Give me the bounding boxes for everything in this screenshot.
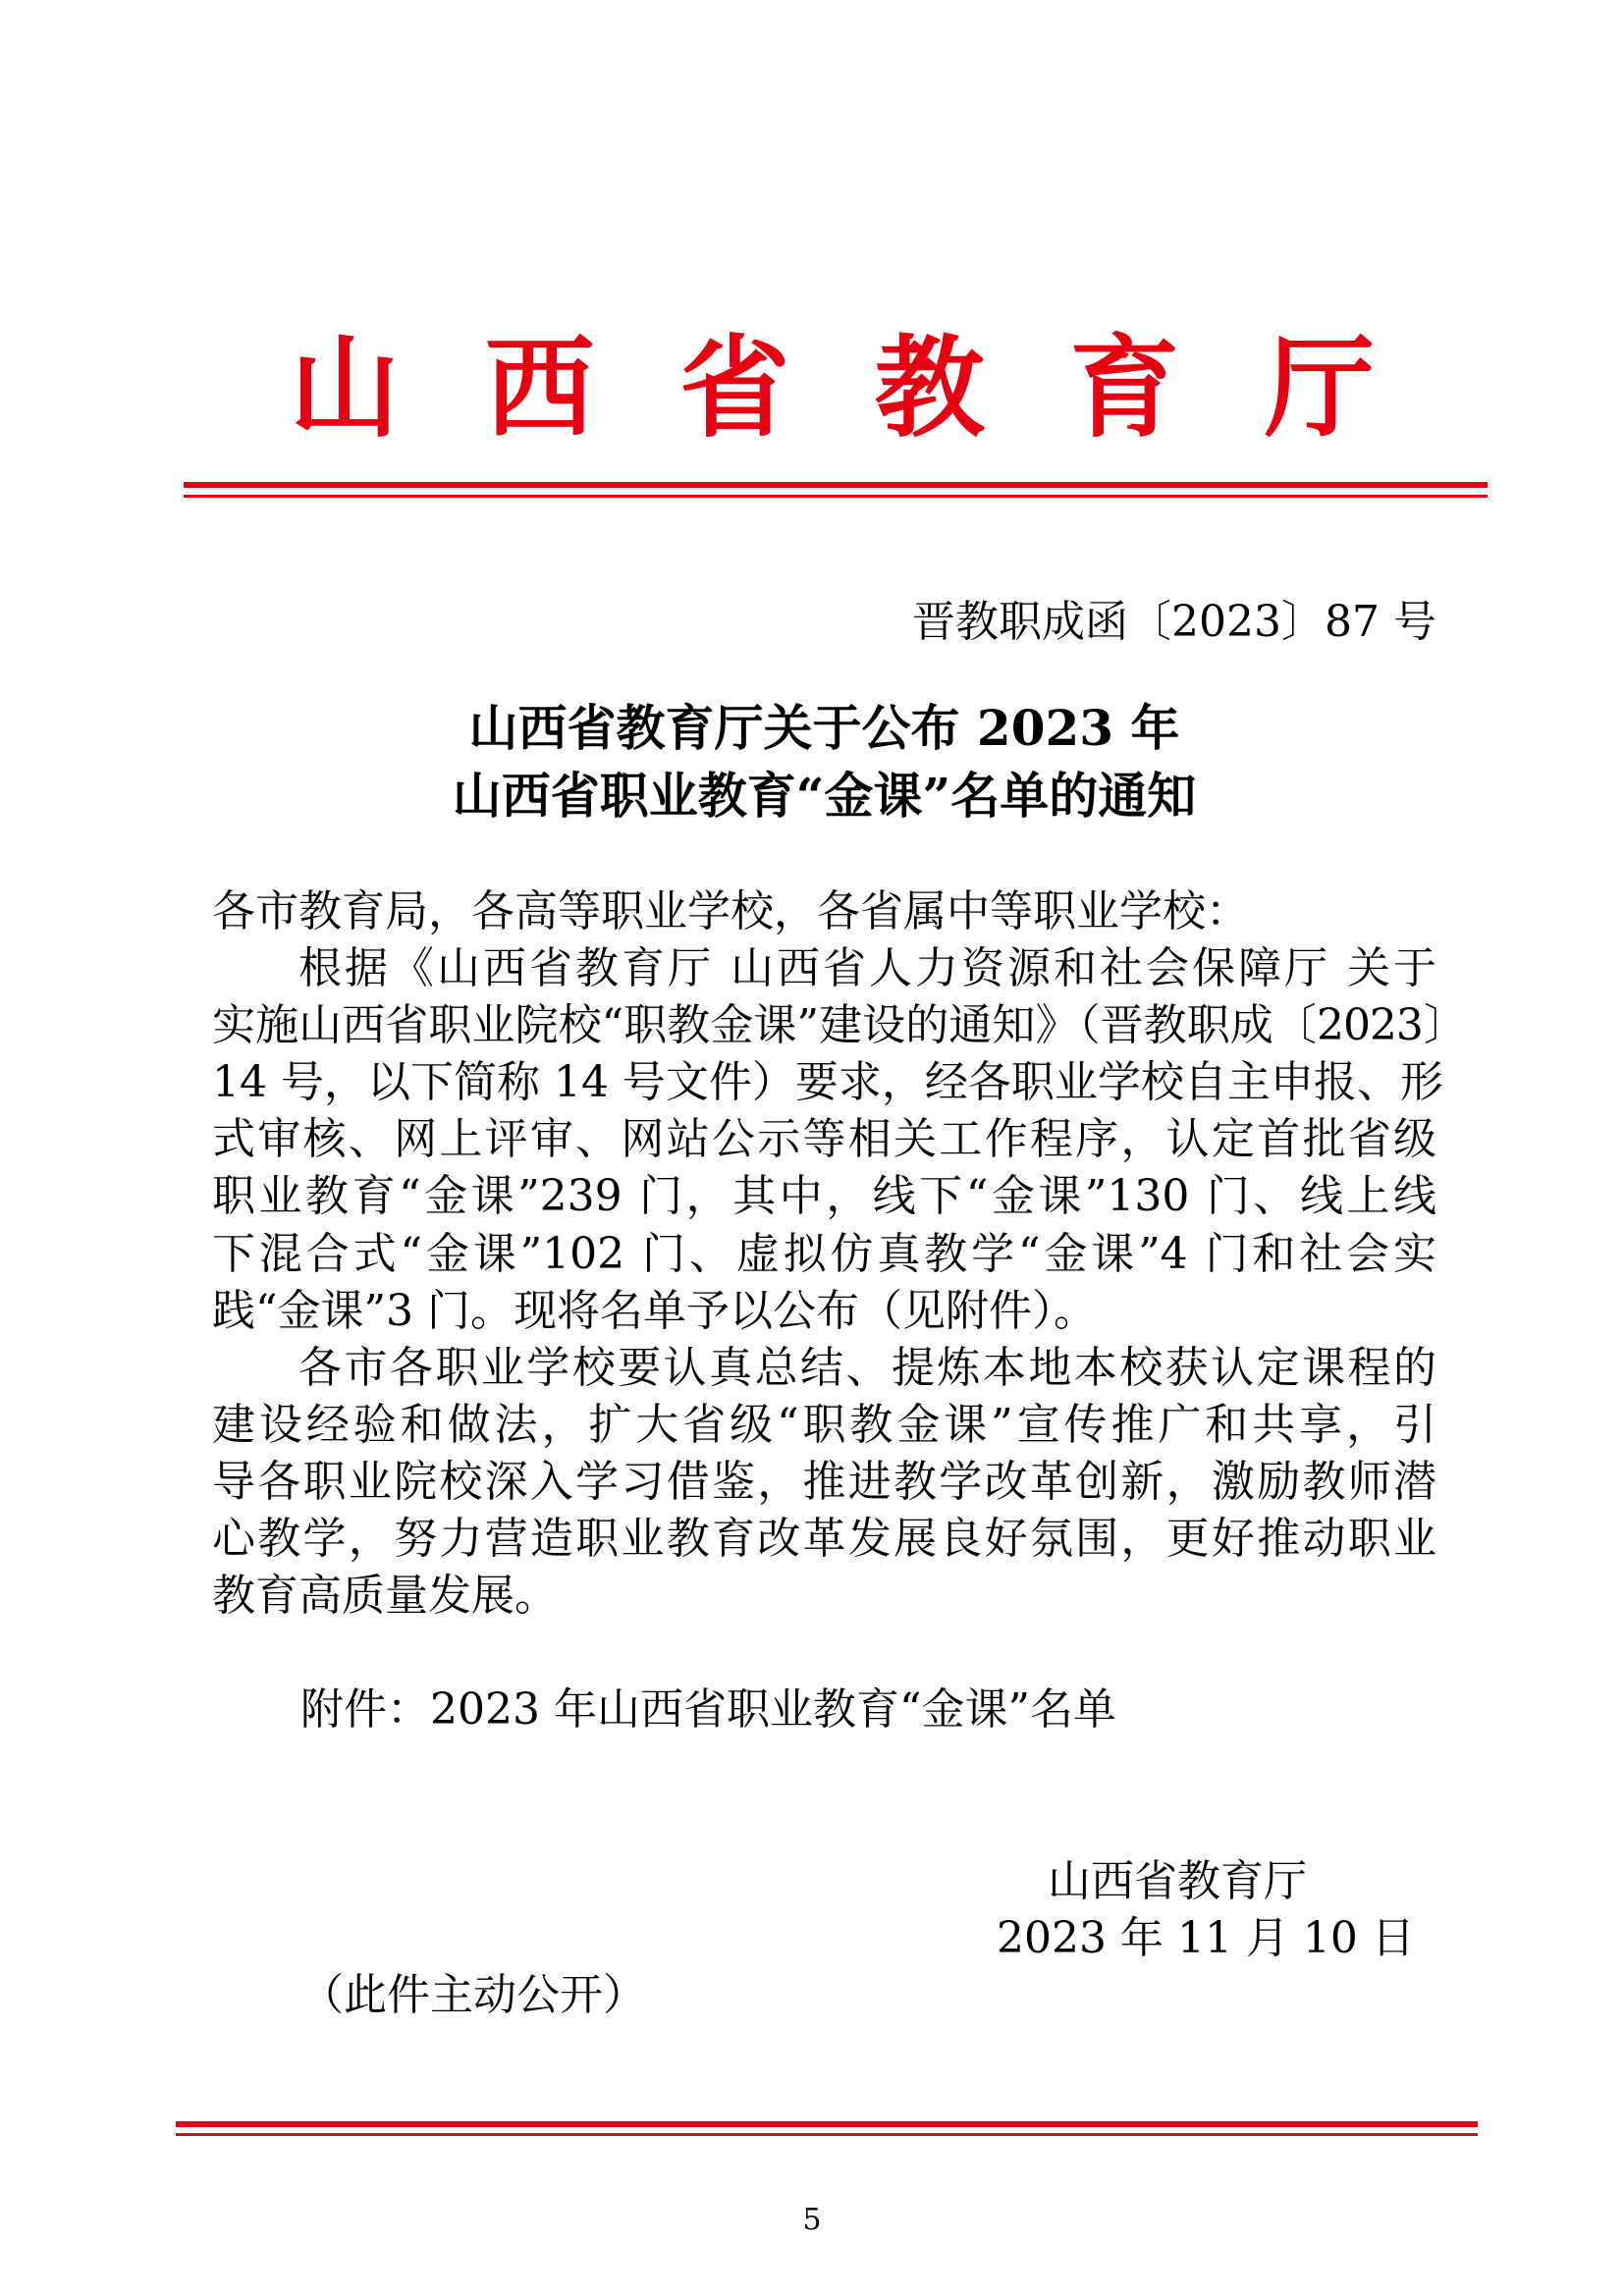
document-title-line-1: 山西省教育厅关于公布 2023 年 [468,699,1180,757]
paragraph-line: 根据《山西省教育厅 山西省人力资源和社会保障厅 关于 [298,943,1436,994]
paragraph-line: 教育高质量发展。 [212,1571,558,1622]
masthead-divider-thin [184,495,1488,498]
document-title-line-2: 山西省职业教育“金课”名单的通知 [452,767,1197,825]
paragraph-line: 践“金课”3 门。现将名单予以公布（见附件）。 [212,1285,1097,1336]
salutation: 各市教育局，各高等职业学校，各省属中等职业学校： [212,886,1249,936]
masthead-char: 厅 [1264,324,1375,453]
document-number: 晋教职成函〔2023〕87 号 [912,597,1436,647]
paragraph-line: 式审核、网上评审、网站公示等相关工作程序，认定首批省级 [212,1114,1436,1165]
masthead-char: 省 [679,324,790,453]
masthead-char: 教 [874,324,985,453]
paragraph-line: 心教学，努力营造职业教育改革发展良好氛围，更好推动职业 [212,1514,1436,1565]
masthead-divider-thick [184,482,1488,488]
paragraph-line: 导各职业院校深入学习借鉴，推进教学改革创新，激励教师潜 [212,1456,1436,1507]
document-body [212,883,1466,1625]
masthead-char: 西 [484,324,595,453]
paragraph-line: 实施山西省职业院校“职教金课”建设的通知》（晋教职成〔2023〕 [212,1000,1466,1051]
masthead-char: 山 [290,324,400,453]
footer-divider-thick [176,2121,1478,2127]
footer-divider-thin [176,2133,1478,2136]
paragraph-line: 14 号，以下简称 14 号文件）要求，经各职业学校自主申报、形 [212,1057,1443,1108]
paragraph-line: 职业教育“金课”239 门，其中，线下“金课”130 门、线上线 [212,1171,1436,1222]
paragraph-line: 下混合式“金课”102 门、虚拟仿真教学“金课”4 门和社会实 [212,1228,1436,1279]
signature-date: 2023 年 11 月 10 日 [997,1913,1415,1963]
masthead-char: 育 [1069,324,1180,453]
page-number: 5 [802,2203,822,2237]
masthead-agency-name [290,324,1375,453]
paragraph-line: 建设经验和做法，扩大省级“职教金课”宣传推广和共享，引 [212,1399,1436,1450]
paragraph-line: 各市各职业学校要认真总结、提炼本地本校获认定课程的 [298,1342,1436,1393]
disclosure-note: （此件主动公开） [300,1970,646,2020]
signature-issuer: 山西省教育厅 [1048,1856,1307,1906]
attachment-note: 附件：2023 年山西省职业教育“金课”名单 [300,1684,1116,1735]
